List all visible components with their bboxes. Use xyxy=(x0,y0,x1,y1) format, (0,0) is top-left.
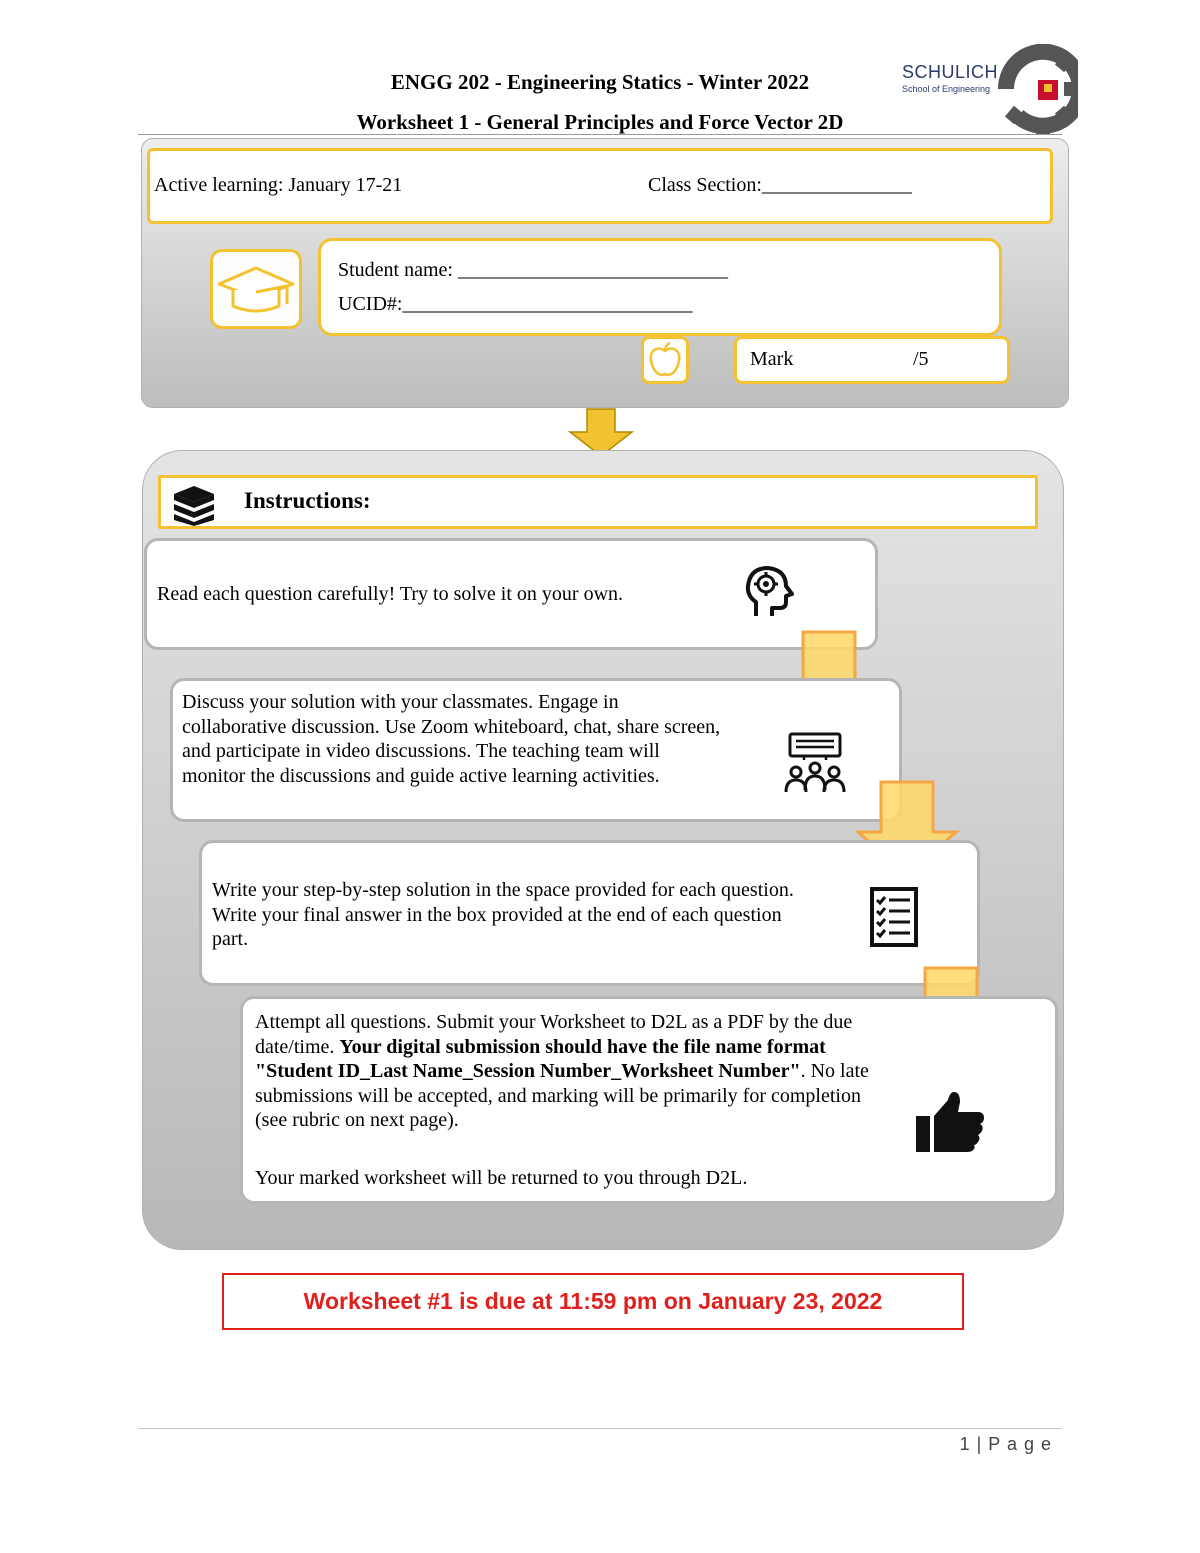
instructions-title: Instructions: xyxy=(244,488,371,513)
mark-value: /5 xyxy=(913,348,929,370)
step-submit-text-c: . No late submissions will be accepted, and marking will be primarily for completion (see rubric on next page). xyxy=(255,1060,869,1131)
student-details-box xyxy=(318,238,1002,336)
logo-main-text: SCHULICH xyxy=(902,62,999,82)
step-read-text: Read each question carefully! Try to solve it on your own. xyxy=(157,583,624,605)
due-date-text: Worksheet #1 is due at 11:59 pm on January 23, 2022 xyxy=(303,1288,883,1314)
gear-logo-icon xyxy=(978,44,1078,134)
page-number: 1 | P a g e xyxy=(959,1434,1052,1454)
schulich-logo xyxy=(896,44,1082,134)
step-write-text: Write your step-by-step solution in the space provided for each question. Write your final answer in the box provided at the end of each question part. xyxy=(212,879,794,950)
thinking-head-icon xyxy=(742,564,798,620)
step-discuss-text: Discuss your solution with your classmates. Engage in collaborative discussion. Use Zoom whiteboard, chat, share screen, and participate in video discussions. The teaching team will monitor the discussions and guide active learning activities. xyxy=(182,691,721,787)
ucid-field[interactable]: UCID#:_____________________________ xyxy=(338,293,693,315)
step-submit-text xyxy=(255,1010,885,1133)
presentation-group-icon xyxy=(784,732,846,796)
step-submit-text-a: Attempt all questions. Submit your Worksheet to D2L as a PDF by the due date/time. xyxy=(255,1011,853,1058)
graduation-cap-icon xyxy=(213,252,299,326)
checklist-icon xyxy=(868,886,920,948)
worksheet-title: Worksheet 1 - General Principles and Force Vector 2D xyxy=(356,110,844,134)
mark-label: Mark xyxy=(750,348,794,370)
apple-icon xyxy=(644,339,686,381)
step-return-text: Your marked worksheet will be returned to you through D2L. xyxy=(255,1167,748,1189)
header-divider xyxy=(138,134,1062,135)
footer-divider xyxy=(138,1428,1062,1429)
course-title: ENGG 202 - Engineering Statics - Winter 2022 xyxy=(390,70,810,94)
books-icon xyxy=(170,484,218,526)
thumbs-up-icon xyxy=(914,1090,986,1154)
student-name-field[interactable]: Student name: ___________________________ xyxy=(338,259,728,281)
step-submit-filename-format: Your digital submission should have the file name format "Student ID_Last Name_Session Number_Worksheet Number" xyxy=(255,1035,826,1082)
active-learning-text: Active learning: January 17-21 xyxy=(154,174,403,196)
class-section-field[interactable]: Class Section:_______________ xyxy=(648,174,912,196)
logo-sub-text: School of Engineering xyxy=(902,84,991,94)
graduation-cap-tile xyxy=(210,249,302,329)
apple-tile xyxy=(641,336,689,384)
